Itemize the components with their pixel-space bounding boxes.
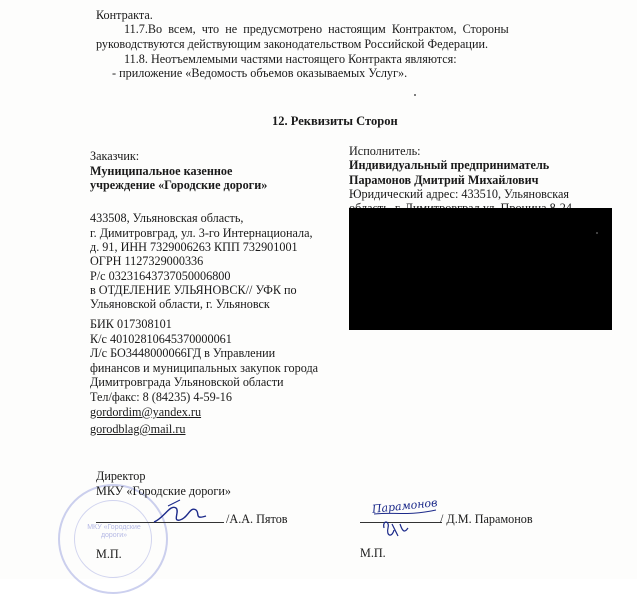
clause-11-7-line2: руководствуются действующим законодательством Российской Федерации. [96, 37, 489, 51]
section-title: 12. Реквизиты Сторон [272, 114, 398, 128]
customer-signature-icon [150, 498, 210, 528]
signatory-title: Директор [96, 469, 146, 483]
customer-heading: Заказчик: [90, 149, 140, 163]
customer-detail: ОГРН 1127329000336 [90, 254, 204, 268]
customer-name-line1: Муниципальное казенное [90, 164, 233, 178]
contractor-heading: Исполнитель: [349, 144, 421, 158]
customer-detail: финансов и муниципальных закупок города [90, 361, 319, 375]
clause-11-7-text: 11.7.Во всем, что не предусмотрено настоящим Контрактом, Стороны [124, 22, 509, 36]
stamp-seal-text: МКУ «Городские дороги» [87, 524, 141, 539]
contractor-address-line1: Юридический адрес: 433510, Ульяновская [349, 187, 570, 201]
contractor-signatory-name: / Д.М. Парамонов [440, 512, 533, 526]
customer-detail: Димитровграда Ульяновской области [90, 375, 284, 389]
customer-detail: д. 91, ИНН 7329006263 КПП 732901001 [90, 240, 298, 254]
customer-email-link[interactable]: gordordim@yandex.ru [90, 405, 202, 419]
customer-detail: К/с 40102810645370000061 [90, 332, 232, 346]
intro-line: Контракта. [96, 8, 153, 22]
appendix-item: - приложение «Ведомость объемов оказываемых Услуг». [112, 66, 408, 80]
customer-detail: в ОТДЕЛЕНИЕ УЛЬЯНОВСК// УФК по [90, 283, 297, 297]
clause-11-7-line1 [124, 22, 600, 36]
customer-name-line2: учреждение «Городские дороги» [90, 178, 268, 192]
customer-stamp-place: М.П. [96, 547, 122, 561]
customer-detail: 433508, Ульяновская область, [90, 211, 244, 225]
customer-detail: г. Димитровград, ул. 3-го Интернационала, [90, 226, 313, 240]
customer-email-link[interactable]: gorodblag@mail.ru [90, 422, 186, 436]
signatory-organization: МКУ «Городские дороги» [96, 484, 232, 498]
scan-speck [596, 232, 598, 234]
contractor-signature-icon [370, 494, 450, 550]
clause-11-8: 11.8. Неотъемлемыми частями настоящего Контракта являются: [124, 52, 457, 66]
contractor-stamp-place: М.П. [360, 546, 386, 560]
scan-speck [414, 94, 416, 96]
contractor-handwritten-name: Парамонов [371, 496, 439, 516]
customer-detail: Р/с 03231643737050006800 [90, 269, 231, 283]
redaction-block [349, 208, 612, 330]
customer-detail: БИК 017308101 [90, 317, 172, 331]
customer-detail: Ульяновской области, г. Ульяновск [90, 297, 270, 311]
contractor-name-line1: Индивидуальный предприниматель [349, 158, 550, 172]
customer-signatory-name: /А.А. Пятов [226, 512, 288, 526]
customer-detail: Л/с БО3448000066ГД в Управлении [90, 346, 276, 360]
customer-detail: Тел/факс: 8 (84235) 4-59-16 [90, 390, 232, 404]
contractor-name-line2: Парамонов Дмитрий Михайлович [349, 173, 539, 187]
